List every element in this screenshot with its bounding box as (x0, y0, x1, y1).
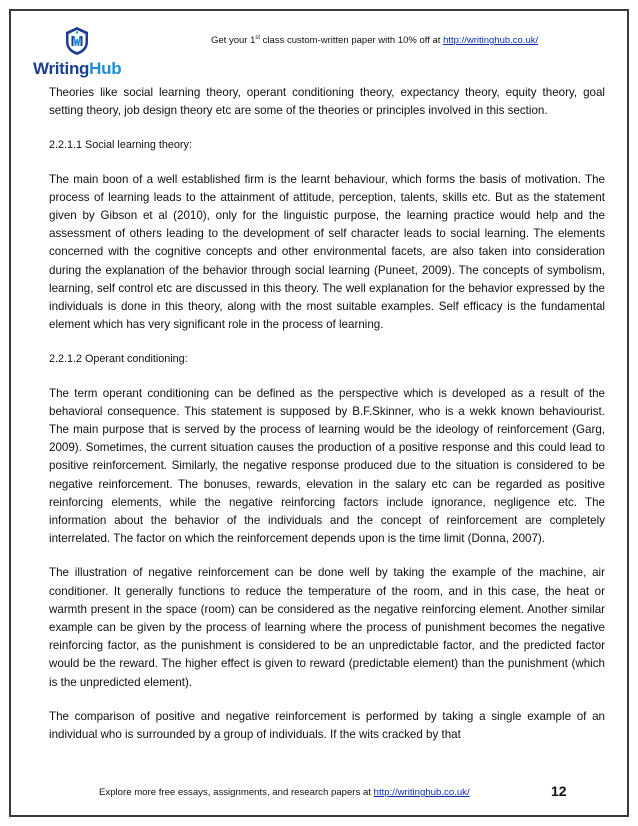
comparison-paragraph: The comparison of positive and negative reinforcement is performed by taking a single example of an individual who is surrounded by a group of individuals. If the wits cracked by that (49, 709, 605, 742)
promo-middle: class custom-written paper with 10% off at (260, 35, 444, 47)
logo-text-writing: Writing (33, 59, 90, 78)
operant-conditioning-paragraph: The term operant conditioning can be defined as the perspective which is developed as a result of the behavioral consequence. This statement is supposed by B.F.Skinner, who is a wekk known behaviourist. The main purpose that is served by the process of learning would be the ideology of reinforcement (Garg, 2009). Sometimes, the current situation causes the production of a positive response and this could lead to positive reinforcement. Similarly, the negative response produced due to the situation is considered to be negative reinforcement. The bonuses, rewards, elevation in the salary etc can be regarded as positive reinforcing elements, while the negative reinforcing factors include ignorance, negligence etc. The information about the behavior of the individuals and the concept of reinforcement are completely interrelated. The factor on which the reinforcement depends upon is the time limit (Donna, 2007). (49, 386, 605, 546)
document-page (9, 9, 629, 817)
document-body (49, 84, 605, 760)
footer (99, 787, 539, 798)
logo-text-hub: Hub (89, 59, 122, 78)
header-link[interactable]: http://writinghub.co.uk/ (443, 35, 539, 47)
negative-reinforcement-paragraph: The illustration of negative reinforcement can be done well by taking the example of the machine, air conditioner. It generally functions to reduce the temperature of the room, and in this case, the heat or warmth present in the space (room) can be considered as the negative reinforcing element. Another similar example can be given by the process of learning where the process of punishment becomes the negative reinforcing factor, as the punishment is considered to be an unpredictable factor, and the predicted factor would be the reward. The higher effect is given to reward (predictable element) than the punishment (which is the unpredicted element). (49, 566, 605, 689)
section-heading-operant-conditioning: 2.2.1.2 Operant conditioning: (49, 353, 188, 366)
promo-prefix: Get your 1 (211, 35, 256, 47)
footer-link[interactable]: http://writinghub.co.uk/ (373, 787, 470, 798)
social-learning-paragraph: The main boon of a well established firm is the learnt behaviour, which forms the basis of motivation. The process of learning leads to the attainment of attitude, perception, talents, skills etc. But as the statement given by Gibson et al (2010), only for the linguistic purpose, the learning practice would help and the assessment of others leading to the development of self character leads to social learning. The elements concerned with the cognitive concepts and other environmental facets, are also taken into consideration during the explanation of the behavior through social learning (Puneet, 2009). The concepts of symbolism, learning, self control etc are discussed in this theory. The well explanation for the behavior expressed by the individuals is done in this theory, along with the most suitable examples. Self efficacy is the fundamental element which has very significant role in the process of learning. (49, 172, 605, 332)
section-heading-social-learning: 2.2.1.1 Social learning theory: (49, 139, 192, 152)
writinghub-emblem-icon (61, 25, 93, 57)
page-number: 12 (551, 783, 567, 799)
intro-paragraph: Theories like social learning theory, operant conditioning theory, expectancy theory, equity theory, goal setting theory, job design theory etc are some of the theories or principles involved in this section. (49, 86, 605, 118)
logo-wordmark (33, 59, 133, 79)
footer-text: Explore more free essays, assignments, and research papers at (99, 787, 374, 798)
promo-superscript: st (255, 35, 261, 41)
header-promo (211, 35, 591, 46)
writinghub-logo[interactable] (33, 25, 125, 85)
